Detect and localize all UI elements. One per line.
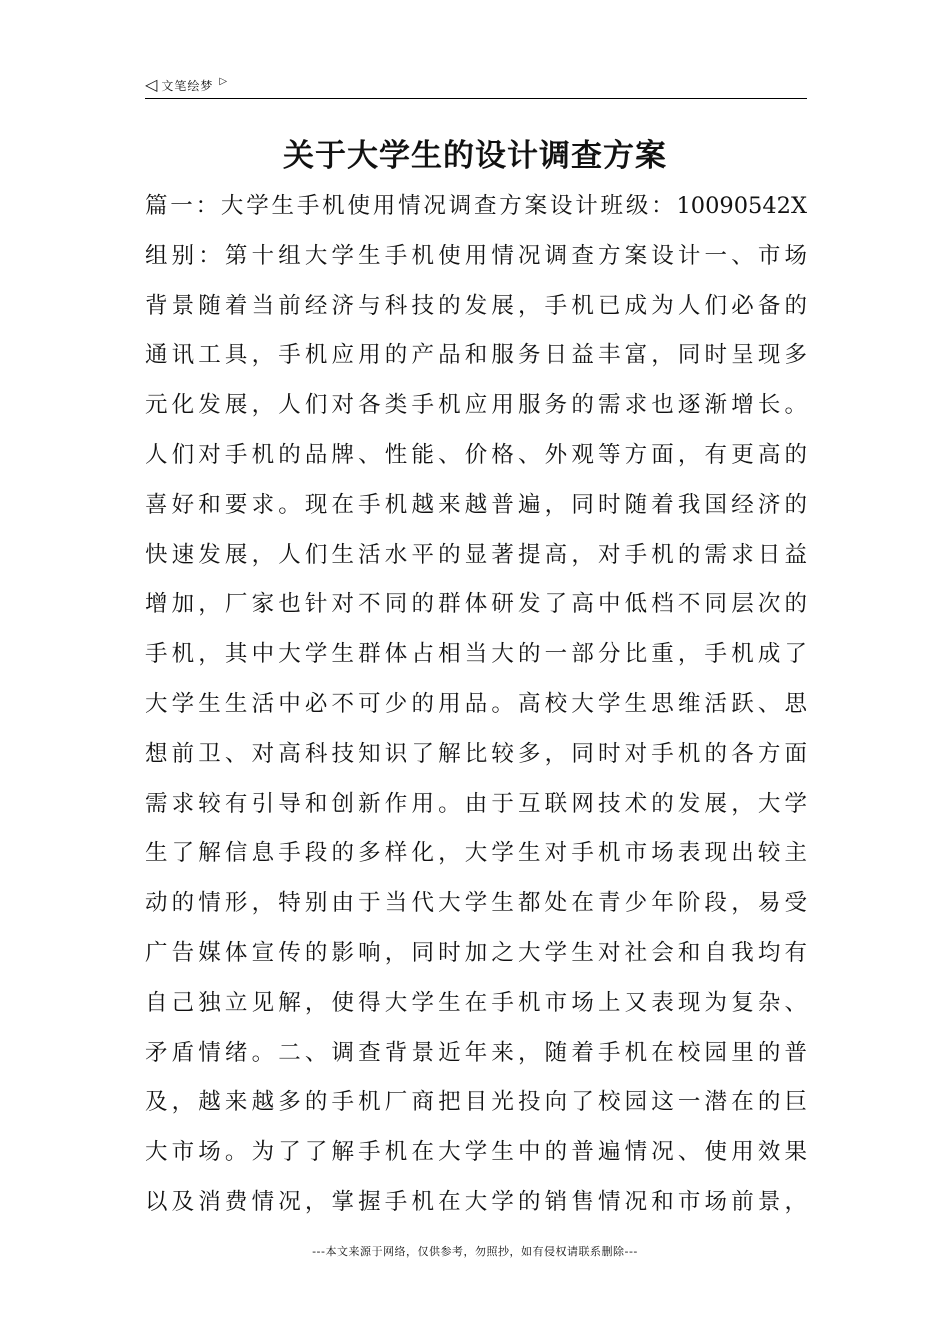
body-line: 大市场。为了了解手机在大学生中的普遍情况、使用效果 bbox=[145, 1139, 807, 1166]
body-line: 手机，其中大学生群体占相当大的一部分比重，手机成了 bbox=[145, 641, 807, 668]
body-line: 大学生生活中必不可少的用品。高校大学生思维活跃、思 bbox=[145, 690, 807, 717]
body-line: 喜好和要求。现在手机越来越普遍，同时随着我国经济的 bbox=[145, 491, 807, 518]
body-line: 增加，厂家也针对不同的群体研发了高中低档不同层次的 bbox=[145, 591, 807, 618]
body-line: 通讯工具，手机应用的产品和服务日益丰富，同时呈现多 bbox=[145, 342, 807, 369]
triangle-left-icon: ◁ bbox=[145, 75, 158, 94]
body-line: 动的情形，特别由于当代大学生都处在青少年阶段，易受 bbox=[145, 890, 807, 917]
body-line: 元化发展，人们对各类手机应用服务的需求也逐渐增长。 bbox=[145, 392, 807, 419]
body-line: 篇一：大学生手机使用情况调查方案设计班级：10090542X bbox=[145, 193, 807, 219]
header-content bbox=[145, 74, 807, 96]
body-line: 自己独立见解，使得大学生在手机市场上又表现为复杂、 bbox=[145, 989, 807, 1016]
body-line: 以及消费情况，掌握手机在大学的销售情况和市场前景， bbox=[145, 1188, 807, 1215]
body-line: 需求较有引导和创新作用。由于互联网技术的发展，大学 bbox=[145, 790, 807, 817]
header-brand: 文笔绘梦 bbox=[161, 78, 214, 93]
body-line: 想前卫、对高科技知识了解比较多，同时对手机的各方面 bbox=[145, 740, 807, 767]
triangle-right-icon: ▷ bbox=[219, 76, 228, 87]
body-line: 广告媒体宣传的影响，同时加之大学生对社会和自我均有 bbox=[145, 939, 807, 966]
body-line: 生了解信息手段的多样化，大学生对手机市场表现出较主 bbox=[145, 840, 807, 867]
page-header bbox=[145, 74, 807, 99]
document-body bbox=[145, 182, 807, 1228]
body-line: 及，越来越多的手机厂商把目光投向了校园这一潜在的巨 bbox=[145, 1089, 807, 1116]
body-line: 背景随着当前经济与科技的发展，手机已成为人们必备的 bbox=[145, 292, 807, 319]
body-line: 快速发展，人们生活水平的显著提高，对手机的需求日益 bbox=[145, 541, 807, 568]
body-line: 人们对手机的品牌、性能、价格、外观等方面，有更高的 bbox=[145, 441, 807, 468]
document-title: 关于大学生的设计调查方案 bbox=[283, 138, 667, 174]
body-line: 矛盾情绪。二、调查背景近年来，随着手机在校园里的普 bbox=[145, 1039, 807, 1066]
body-line: 组别：第十组大学生手机使用情况调查方案设计一、市场 bbox=[145, 242, 807, 269]
page-footer-disclaimer: ---本文来源于网络，仅供参考，勿照抄，如有侵权请联系删除--- bbox=[312, 1245, 638, 1258]
